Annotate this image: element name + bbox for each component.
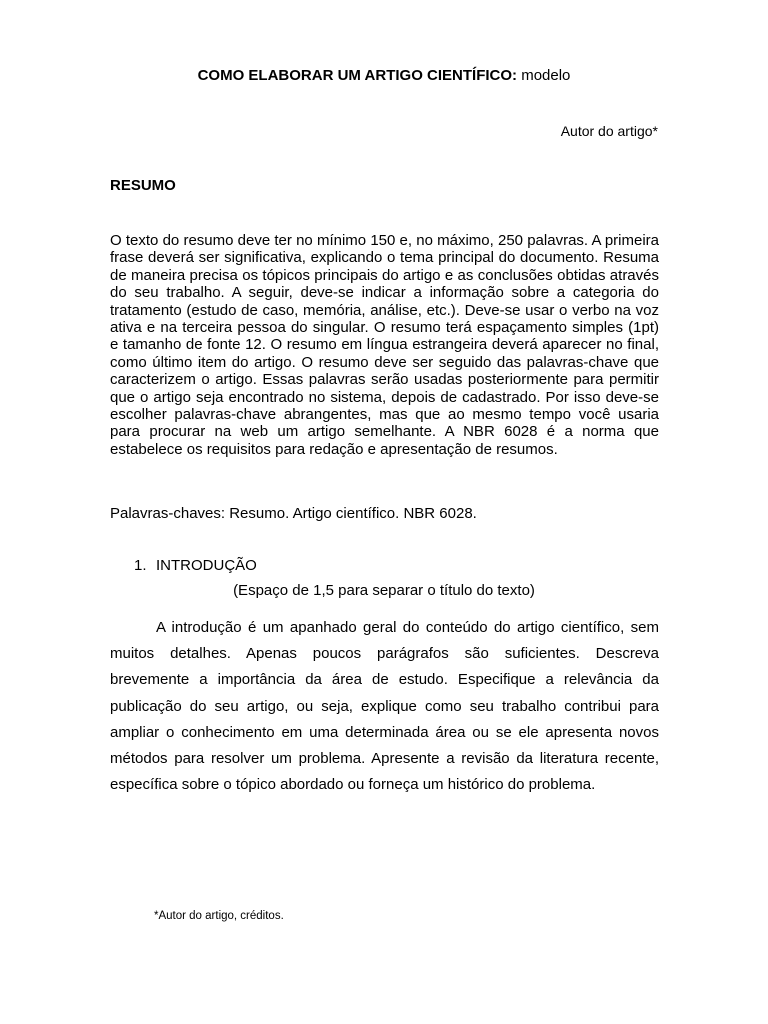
document-title-subtitle: modelo [517, 67, 571, 84]
section-heading-introduction [134, 556, 257, 576]
section-number: 1. [134, 557, 147, 574]
footnote: *Autor do artigo, créditos. [154, 910, 284, 922]
document-title [0, 66, 768, 86]
document-title-bold: COMO ELABORAR UM ARTIGO CIENTÍFICO: [197, 67, 518, 84]
abstract-heading: RESUMO [110, 177, 176, 194]
spacing-note: (Espaço de 1,5 para separar o título do texto) [233, 582, 535, 599]
introduction-paragraph: A introdução é um apanhado geral do conteúdo do artigo científico, sem muitos detalhes. Apenas poucos parágrafos são suficientes. Descreva brevemente a importância da área de estudo. Especifique a relevância da publicação do seu artigo, ou seja, explique como seu trabalho contribui para ampliar o conhecimento em uma determinada área ou se ele apresenta novos métodos para resolver um problema. Apresente a revisão da literatura recente, específica sobre o tópico abordado ou forneça um histórico do problema. [110, 619, 659, 794]
abstract-paragraph: O texto do resumo deve ter no mínimo 150 e, no máximo, 250 palavras. A primeira frase deverá ser significativa, explicando o tema principal do documento. Resuma de maneira precisa os tópicos principais do artigo e as conclusões obtidas através do seu trabalho. A seguir, deve-se indicar a informação sobre a categoria do tratamento (estudo de caso, memória, análise, etc.). Deve-se usar o verbo na voz ativa e na terceira pessoa do singular. O resumo terá espaçamento simples (1pt) e tamanho de fonte 12. O resumo em língua estrangeira deverá aparecer no final, como último item do artigo. O resumo deve ser seguido das palavras-chave que caracterizem o artigo. Essas palavras serão usadas posteriormente para permitir que o artigo seja encontrado no sistema, depois de cadastrado. Por isso deve-se escolher palavras-chave abrangentes, mas que ao mesmo tempo você usaria para procurar na web um artigo semelhante. A NBR 6028 é a norma que estabelece os requisitos para redação e apresentação de resumos. [110, 232, 659, 458]
keywords-line: Palavras-chaves: Resumo. Artigo científico. NBR 6028. [110, 505, 477, 522]
section-title: INTRODUÇÃO [156, 557, 257, 574]
author-line: Autor do artigo* [560, 123, 658, 139]
